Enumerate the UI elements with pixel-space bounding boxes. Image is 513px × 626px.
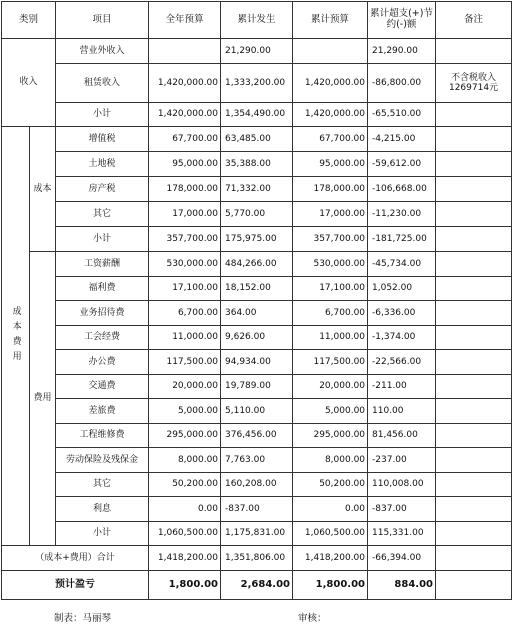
over-saving-cell: 1,052.00 <box>368 276 436 301</box>
remarks-cell <box>436 103 512 127</box>
item-cell: 工会经费 <box>56 325 149 350</box>
cumulative-actual-cell: 94,934.00 <box>221 350 293 375</box>
over-saving-cell: -45,734.00 <box>368 252 436 277</box>
over-saving-cell: -66,394.00 <box>368 546 436 571</box>
annual-budget-cell: 1,418,200.00 <box>149 546 221 571</box>
header-cumulative-budget: 累计预算 <box>293 2 368 39</box>
header-annual-budget: 全年预算 <box>149 2 221 39</box>
table-row <box>2 350 512 375</box>
table-row <box>2 325 512 350</box>
table-row <box>2 227 512 252</box>
over-saving-cell: 884.00 <box>368 571 436 600</box>
cumulative-budget-cell: 6,700.00 <box>293 301 368 326</box>
table-row <box>2 39 512 64</box>
cumulative-budget-cell: 67,700.00 <box>293 127 368 152</box>
table-row <box>2 177 512 202</box>
item-cell: 小计 <box>56 521 149 546</box>
remarks-cell <box>436 252 512 277</box>
cumulative-actual-cell: 5,770.00 <box>221 202 293 227</box>
over-saving-cell: -1,374.00 <box>368 325 436 350</box>
annual-budget-cell: 178,000.00 <box>149 177 221 202</box>
over-saving-cell: -106,668.00 <box>368 177 436 202</box>
profit-label: 预计盈亏 <box>2 571 149 600</box>
cumulative-actual-cell: 1,333,200.00 <box>221 64 293 103</box>
cumulative-budget-cell: 8,000.00 <box>293 448 368 473</box>
over-saving-cell: -22,566.00 <box>368 350 436 375</box>
table-row <box>2 521 512 546</box>
cumulative-budget-cell: 1,418,200.00 <box>293 546 368 571</box>
over-saving-cell: -4,215.00 <box>368 127 436 152</box>
over-saving-cell: 110,008.00 <box>368 472 436 497</box>
table-row <box>2 399 512 424</box>
annual-budget-cell: 1,420,000.00 <box>149 103 221 127</box>
cumulative-actual-cell: 175,975.00 <box>221 227 293 252</box>
item-cell: 土地税 <box>56 152 149 177</box>
cumulative-budget-cell: 178,000.00 <box>293 177 368 202</box>
table-row <box>2 103 512 127</box>
header-row <box>2 2 512 39</box>
annual-budget-cell: 50,200.00 <box>149 472 221 497</box>
cumulative-budget-cell <box>293 39 368 64</box>
item-cell: 工资薪酬 <box>56 252 149 277</box>
remarks-cell <box>436 399 512 424</box>
over-saving-cell: 110.00 <box>368 399 436 424</box>
remarks-cell <box>436 350 512 375</box>
annual-budget-cell: 1,800.00 <box>149 571 221 600</box>
cumulative-actual-cell: 21,290.00 <box>221 39 293 64</box>
cumulative-budget-cell: 17,000.00 <box>293 202 368 227</box>
annual-budget-cell: 295,000.00 <box>149 423 221 448</box>
cumulative-actual-cell: 18,152.00 <box>221 276 293 301</box>
annual-budget-cell: 530,000.00 <box>149 252 221 277</box>
cumulative-budget-cell: 5,000.00 <box>293 399 368 424</box>
annual-budget-cell: 117,500.00 <box>149 350 221 375</box>
over-saving-cell: -6,336.00 <box>368 301 436 326</box>
cumulative-budget-cell: 95,000.00 <box>293 152 368 177</box>
item-cell: 交通费 <box>56 374 149 399</box>
over-saving-cell: -59,612.00 <box>368 152 436 177</box>
annual-budget-cell: 20,000.00 <box>149 374 221 399</box>
item-cell: 工程维修费 <box>56 423 149 448</box>
total-label: （成本+费用）合计 <box>2 546 149 571</box>
annual-budget-cell: 1,420,000.00 <box>149 64 221 103</box>
category-cost-expense: 成本费用 <box>2 127 30 546</box>
remarks-cell <box>436 152 512 177</box>
budget-table <box>1 1 512 600</box>
annual-budget-cell: 1,060,500.00 <box>149 521 221 546</box>
item-cell: 利息 <box>56 497 149 522</box>
over-saving-cell: -237.00 <box>368 448 436 473</box>
prepared-by: 制表：马丽琴 <box>54 613 112 624</box>
cumulative-actual-cell: 160,208.00 <box>221 472 293 497</box>
item-cell: 营业外收入 <box>56 39 149 64</box>
annual-budget-cell: 0.00 <box>149 497 221 522</box>
table-row <box>2 127 512 152</box>
cumulative-actual-cell: 1,351,806.00 <box>221 546 293 571</box>
over-saving-cell: -181,725.00 <box>368 227 436 252</box>
cumulative-actual-cell: -837.00 <box>221 497 293 522</box>
header-over-saving: 累计超支(+)节约(-)额 <box>368 2 436 39</box>
over-saving-cell: 21,290.00 <box>368 39 436 64</box>
item-cell: 业务招待费 <box>56 301 149 326</box>
cumulative-budget-cell: 357,700.00 <box>293 227 368 252</box>
annual-budget-cell: 6,700.00 <box>149 301 221 326</box>
item-cell: 增值税 <box>56 127 149 152</box>
profit-row <box>2 571 512 600</box>
header-remarks: 备注 <box>436 2 512 39</box>
item-cell: 福利费 <box>56 276 149 301</box>
remarks-cell <box>436 39 512 64</box>
annual-budget-cell: 17,100.00 <box>149 276 221 301</box>
remarks-cell <box>436 521 512 546</box>
annual-budget-cell: 95,000.00 <box>149 152 221 177</box>
item-cell: 小计 <box>56 103 149 127</box>
table-row <box>2 423 512 448</box>
category-cost: 成本 <box>30 127 56 252</box>
cumulative-actual-cell: 1,354,490.00 <box>221 103 293 127</box>
reviewed-by: 审核： <box>298 613 327 624</box>
table-row <box>2 64 512 103</box>
remarks-cell <box>436 276 512 301</box>
cumulative-budget-cell: 295,000.00 <box>293 423 368 448</box>
remarks-cell <box>436 423 512 448</box>
cumulative-actual-cell: 19,789.00 <box>221 374 293 399</box>
remarks-cell <box>436 448 512 473</box>
table-row <box>2 202 512 227</box>
remarks-cell <box>436 546 512 571</box>
cumulative-actual-cell: 484,266.00 <box>221 252 293 277</box>
remarks-cell <box>436 497 512 522</box>
annual-budget-cell: 11,000.00 <box>149 325 221 350</box>
over-saving-cell: -211.00 <box>368 374 436 399</box>
item-cell: 租赁收入 <box>56 64 149 103</box>
table-row <box>2 374 512 399</box>
remarks-cell <box>436 227 512 252</box>
item-cell: 差旅费 <box>56 399 149 424</box>
cumulative-actual-cell: 5,110.00 <box>221 399 293 424</box>
total-row <box>2 546 512 571</box>
over-saving-cell: 81,456.00 <box>368 423 436 448</box>
annual-budget-cell: 17,000.00 <box>149 202 221 227</box>
table-row <box>2 497 512 522</box>
item-cell: 房产税 <box>56 177 149 202</box>
cumulative-actual-cell: 2,684.00 <box>221 571 293 600</box>
table-row <box>2 252 512 277</box>
remarks-cell <box>436 127 512 152</box>
category-income: 收入 <box>2 39 56 127</box>
cumulative-budget-cell: 1,060,500.00 <box>293 521 368 546</box>
header-item: 项目 <box>56 2 149 39</box>
cumulative-actual-cell: 376,456.00 <box>221 423 293 448</box>
annual-budget-cell: 67,700.00 <box>149 127 221 152</box>
item-cell: 小计 <box>56 227 149 252</box>
remarks-cell <box>436 325 512 350</box>
income-remark: 不含税收入1269714元 <box>436 64 512 103</box>
cumulative-budget-cell: 1,420,000.00 <box>293 64 368 103</box>
remarks-cell <box>436 571 512 600</box>
cumulative-budget-cell: 1,420,000.00 <box>293 103 368 127</box>
table-row <box>2 276 512 301</box>
annual-budget-cell: 357,700.00 <box>149 227 221 252</box>
table-row <box>2 448 512 473</box>
cumulative-actual-cell: 71,332.00 <box>221 177 293 202</box>
remarks-cell <box>436 301 512 326</box>
cumulative-budget-cell: 20,000.00 <box>293 374 368 399</box>
over-saving-cell: -86,800.00 <box>368 64 436 103</box>
cumulative-budget-cell: 17,100.00 <box>293 276 368 301</box>
table-row <box>2 301 512 326</box>
item-cell: 其它 <box>56 202 149 227</box>
table-row <box>2 152 512 177</box>
annual-budget-cell <box>149 39 221 64</box>
remarks-cell <box>436 472 512 497</box>
item-cell: 其它 <box>56 472 149 497</box>
item-cell: 办公费 <box>56 350 149 375</box>
cumulative-actual-cell: 35,388.00 <box>221 152 293 177</box>
over-saving-cell: -837.00 <box>368 497 436 522</box>
item-cell: 劳动保险及残保金 <box>56 448 149 473</box>
cumulative-budget-cell: 530,000.00 <box>293 252 368 277</box>
annual-budget-cell: 8,000.00 <box>149 448 221 473</box>
cumulative-actual-cell: 7,763.00 <box>221 448 293 473</box>
cumulative-actual-cell: 364.00 <box>221 301 293 326</box>
over-saving-cell: 115,331.00 <box>368 521 436 546</box>
cumulative-budget-cell: 117,500.00 <box>293 350 368 375</box>
cumulative-budget-cell: 11,000.00 <box>293 325 368 350</box>
remarks-cell <box>436 374 512 399</box>
cumulative-budget-cell: 0.00 <box>293 497 368 522</box>
remarks-cell <box>436 177 512 202</box>
over-saving-cell: -65,510.00 <box>368 103 436 127</box>
cumulative-actual-cell: 63,485.00 <box>221 127 293 152</box>
category-expense: 费用 <box>30 252 56 546</box>
header-category: 类别 <box>2 2 56 39</box>
over-saving-cell: -11,230.00 <box>368 202 436 227</box>
annual-budget-cell: 5,000.00 <box>149 399 221 424</box>
cumulative-actual-cell: 1,175,831.00 <box>221 521 293 546</box>
cumulative-budget-cell: 50,200.00 <box>293 472 368 497</box>
cumulative-actual-cell: 9,626.00 <box>221 325 293 350</box>
table-row <box>2 472 512 497</box>
header-cumulative-actual: 累计发生 <box>221 2 293 39</box>
remarks-cell <box>436 202 512 227</box>
cumulative-budget-cell: 1,800.00 <box>293 571 368 600</box>
